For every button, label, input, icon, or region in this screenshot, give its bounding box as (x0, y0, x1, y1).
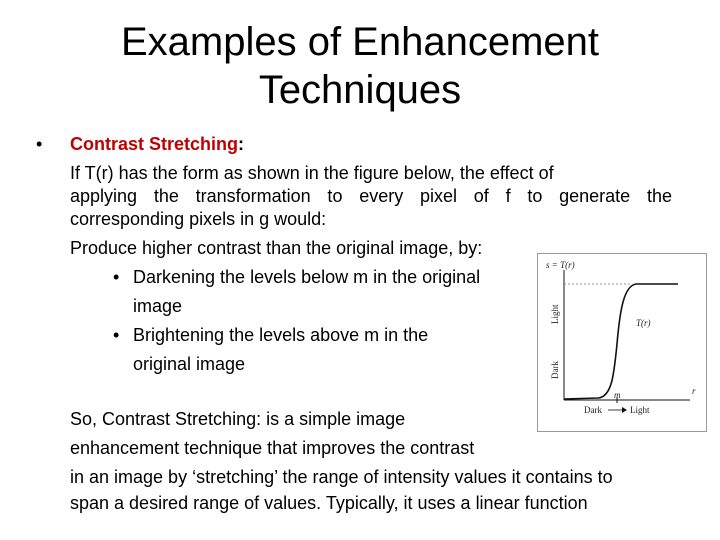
curve-label: T(r) (636, 318, 651, 328)
sub-bullet-2-line-1: Brightening the levels above m in the (133, 325, 429, 345)
r-label: r (692, 386, 696, 396)
body-line-4: Produce higher contrast than the original image, by: (70, 238, 483, 258)
summary-line-1: So, Contrast Stretching: is a simple image (70, 409, 406, 429)
body-line-1: If T(r) has the form as shown in the figure below, the effect of (70, 163, 554, 183)
y-light-label: Light (550, 304, 560, 324)
sub-bullet-1-line-1: Darkening the levels below m in the original (133, 267, 481, 287)
bullet-marker: • (36, 134, 43, 154)
term-contrast-stretching: Contrast Stretching (70, 134, 239, 154)
summary-line-2: enhancement technique that improves the contrast (70, 438, 475, 458)
t-of-r-curve (564, 284, 678, 399)
summary-line-3: in an image by ‘stretching’ the range of intensity values it contains to (70, 467, 613, 487)
sub-bullet-1-marker: • (113, 267, 120, 287)
top-label: s = T(r) (546, 260, 575, 270)
x-dark-label: Dark (584, 405, 602, 415)
slide-title-line-2: Techniques (258, 68, 462, 112)
x-arrowhead (622, 407, 627, 413)
transformation-plot (538, 254, 706, 431)
term-colon: : (238, 134, 245, 154)
sub-bullet-2-marker: • (113, 325, 120, 345)
sub-bullet-2-line-2: original image (133, 354, 246, 374)
summary-line-4: span a desired range of values. Typically, it uses a linear function (70, 493, 588, 513)
y-dark-label: Dark (550, 361, 560, 379)
slide-title (40, 18, 680, 114)
slide-title-line-1: Examples of Enhancement (120, 20, 600, 64)
transformation-figure (537, 253, 707, 432)
x-light-label: Light (630, 405, 650, 415)
body-line-2: applying the transformation to every pixel of f to generate the (70, 186, 672, 206)
bullet-heading (70, 131, 244, 157)
body-line-3: corresponding pixels in g would: (70, 209, 327, 229)
sub-bullet-1-line-2: image (133, 296, 183, 316)
m-label: m (614, 390, 621, 400)
